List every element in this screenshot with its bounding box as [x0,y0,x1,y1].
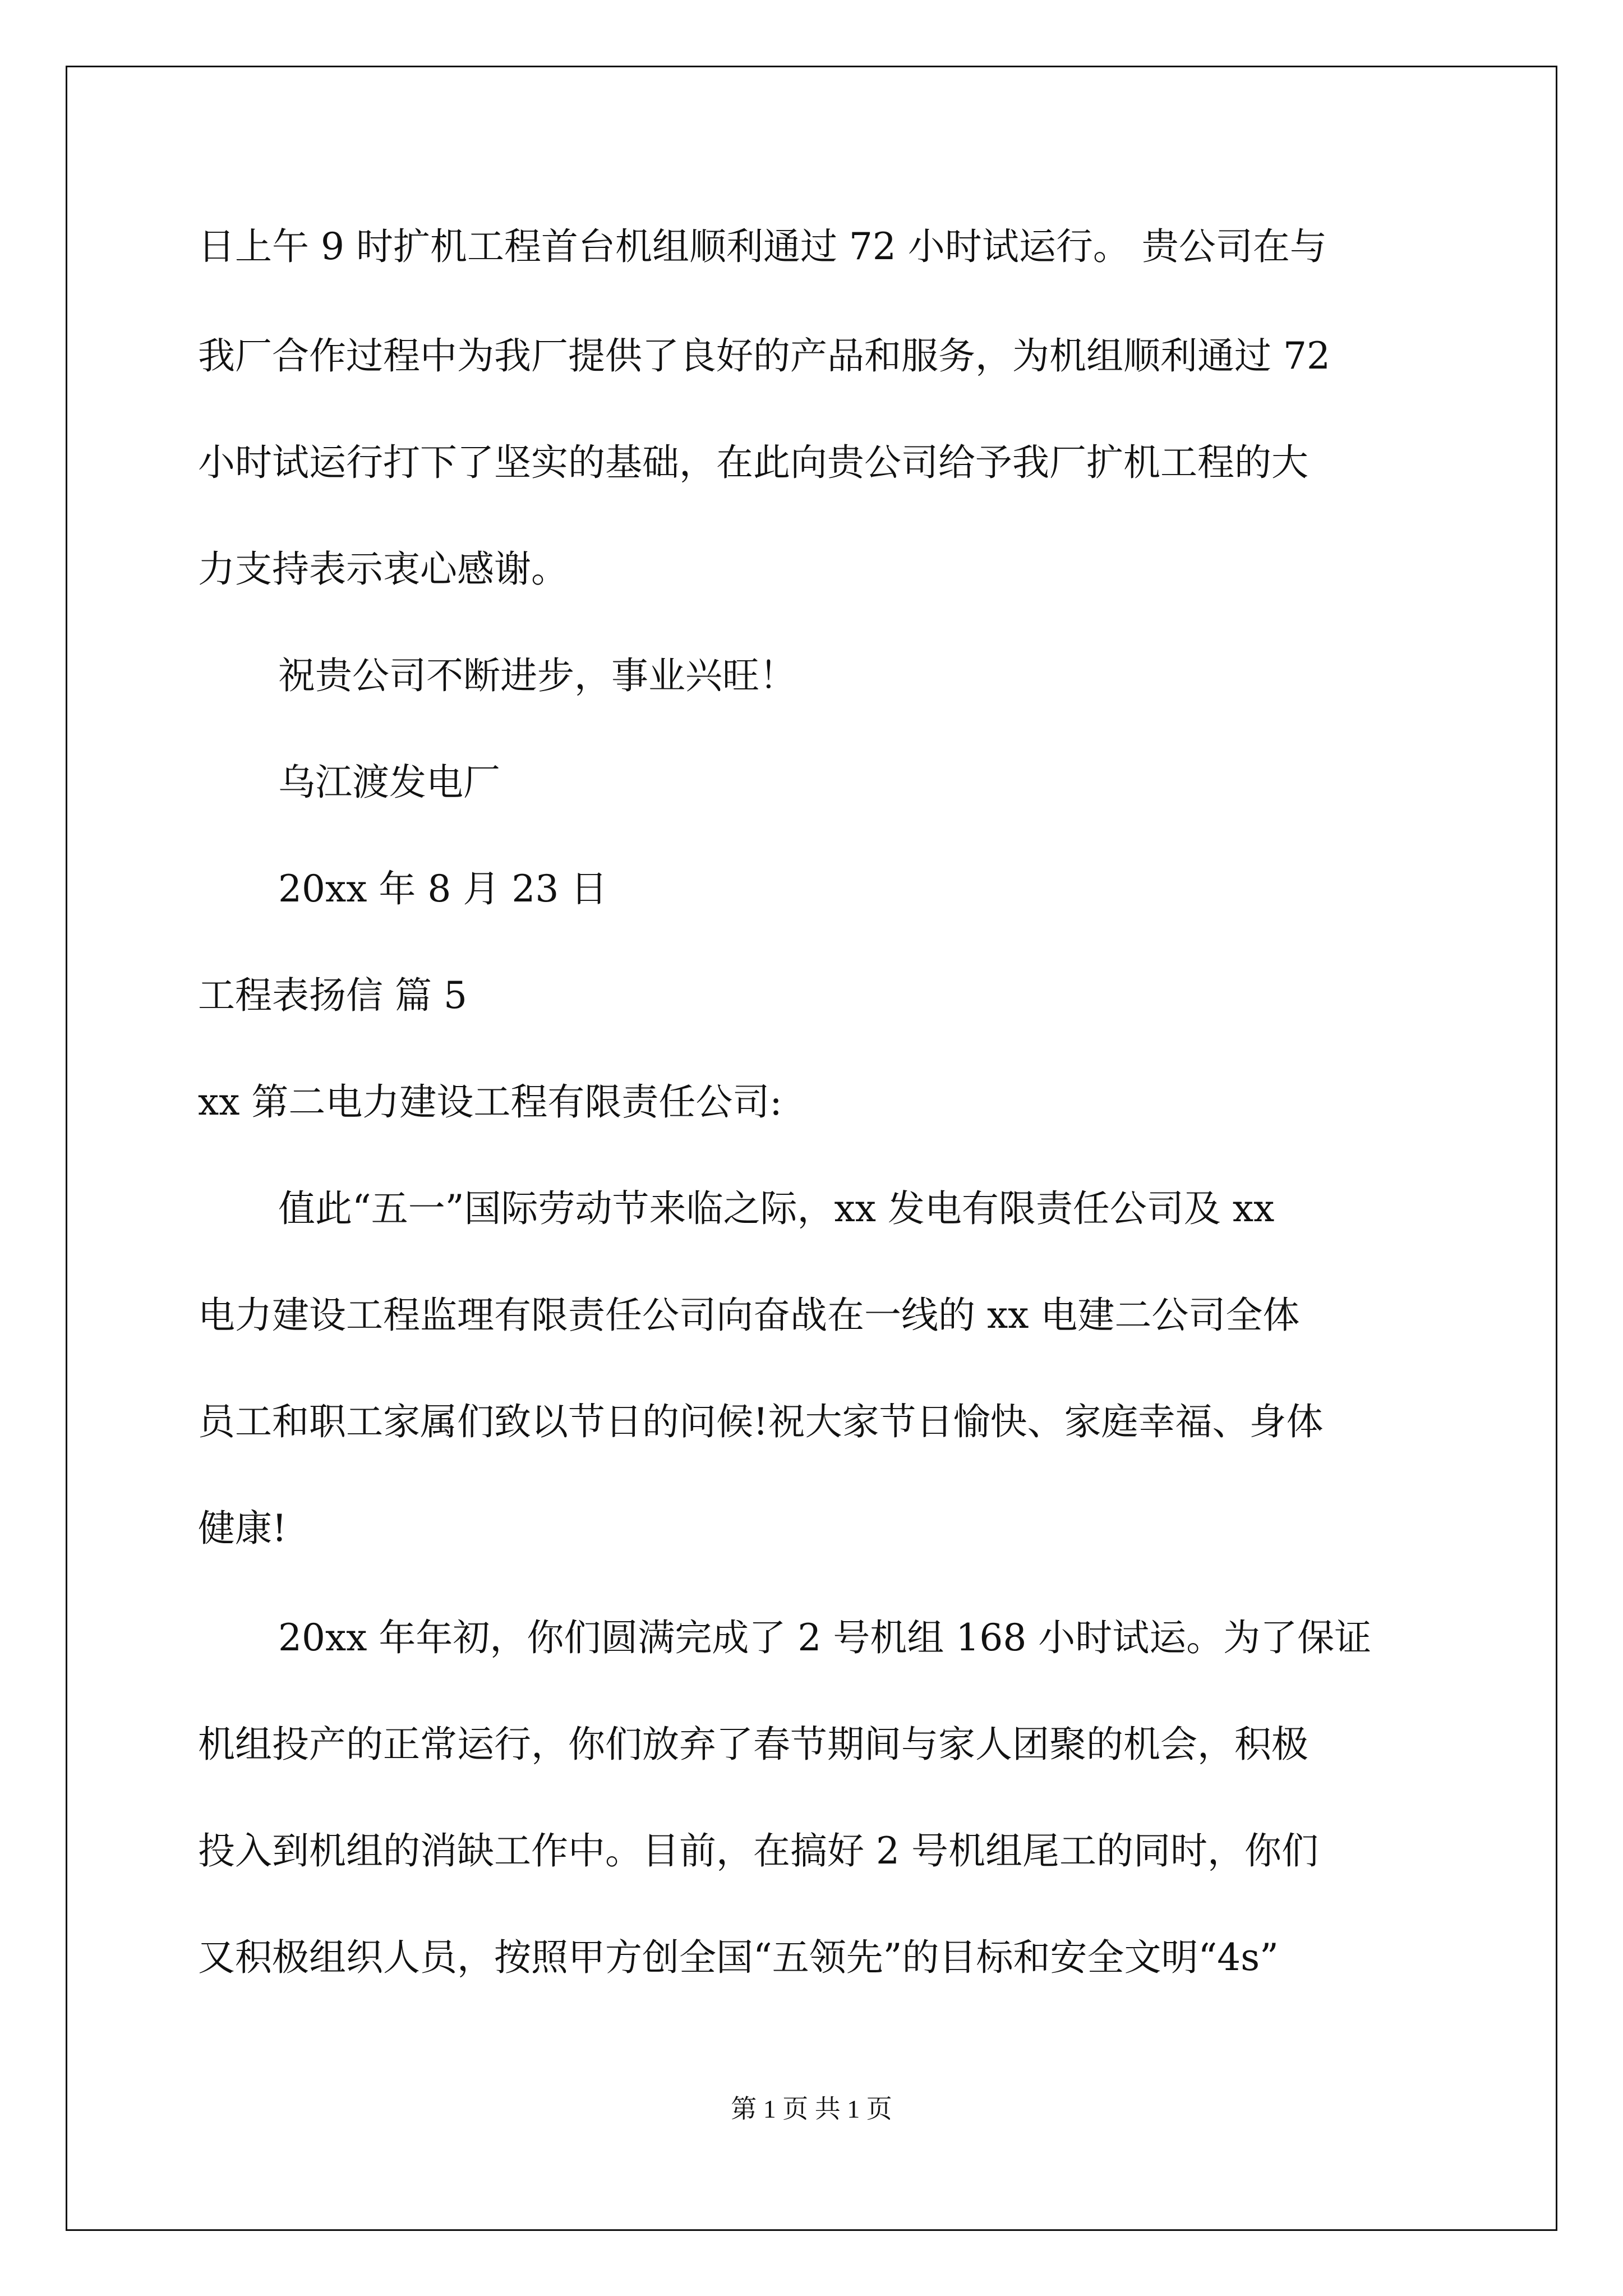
section-heading: 工程表扬信 篇 5 [198,974,467,1017]
paragraph-1-line-2: 我厂合作过程中为我厂提供了良好的产品和服务，为机组顺利通过 72 [198,334,1330,378]
paragraph-3-line-2: 机组投产的正常运行，你们放弃了春节期间与家人团聚的机会，积极 [198,1723,1308,1766]
letter-date: 20xx 年 8 月 23 日 [278,867,608,910]
paragraph-3-line-1: 20xx 年年初，你们圆满完成了 2 号机组 168 小时试运。为了保证 [278,1616,1372,1659]
page-border [66,66,1557,2231]
paragraph-1-line-1: 日上午 9 时扩机工程首台机组顺利通过 72 小时试运行。 贵公司在与 [198,225,1327,268]
paragraph-1-line-3: 小时试运行打下了坚实的基础，在此向贵公司给予我厂扩机工程的大 [198,441,1308,484]
paragraph-1-line-4: 力支持表示衷心感谢。 [198,547,568,591]
page-footer: 第 1 页 共 1 页 [731,2095,892,2123]
signature: 乌江渡发电厂 [278,761,500,804]
paragraph-2-line-3: 员工和职工家属们致以节日的问候!祝大家节日愉快、家庭幸福、身体 [198,1400,1324,1443]
paragraph-2-line-1: 值此“五一”国际劳动节来临之际，xx 发电有限责任公司及 xx [278,1187,1275,1230]
closing-wish: 祝贵公司不断进步，事业兴旺！ [278,654,796,697]
paragraph-3-line-4: 又积极组织人员，按照甲方创全国“五领先”的目标和安全文明“4s” [198,1936,1279,1979]
salutation: xx 第二电力建设工程有限责任公司: [198,1080,782,1124]
paragraph-2-line-2: 电力建设工程监理有限责任公司向奋战在一线的 xx 电建二公司全体 [198,1294,1300,1337]
paragraph-3-line-3: 投入到机组的消缺工作中。目前，在搞好 2 号机组尾工的同时，你们 [198,1829,1318,1872]
paragraph-2-line-4: 健康! [198,1507,287,1550]
